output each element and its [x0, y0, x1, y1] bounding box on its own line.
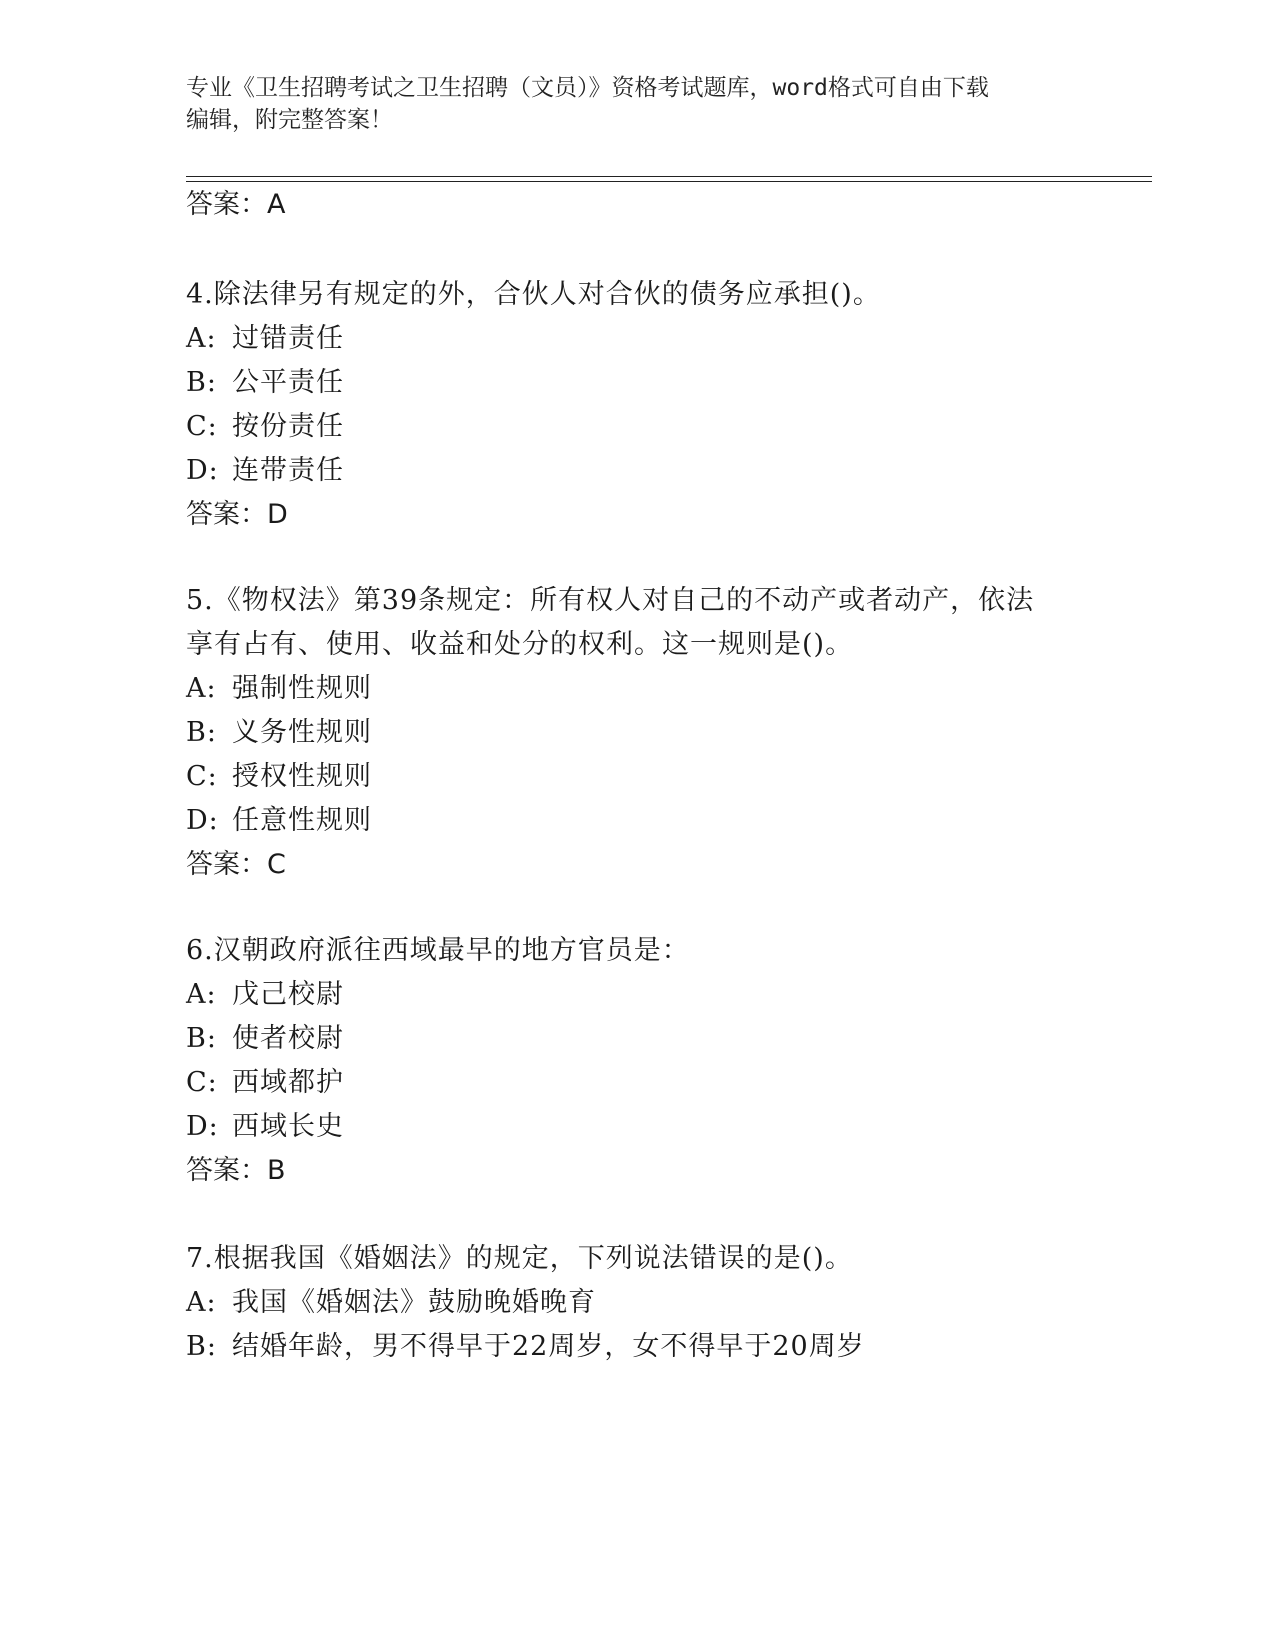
option-label: B:	[186, 1331, 217, 1362]
option-text: 戊己校尉	[232, 979, 344, 1010]
question-4-option-d	[186, 454, 1086, 488]
option-label: A:	[186, 673, 217, 704]
question-4-option-c	[186, 410, 1086, 444]
option-label: D:	[186, 1111, 219, 1142]
answer-q5: 答案：C	[186, 849, 286, 880]
question-5-option-c	[186, 760, 1086, 794]
question-6-option-d	[186, 1110, 1086, 1144]
question-5-stem-line-2: 享有占有、使用、收益和处分的权利。这一规则是()。	[186, 629, 854, 660]
answer-q3: 答案：A	[186, 189, 286, 220]
option-label: A:	[186, 979, 217, 1010]
header-line-2: 编辑，附完整答案！	[186, 107, 393, 133]
question-6-stem: 6.汉朝政府派往西域最早的地方官员是：	[186, 935, 690, 966]
question-6-option-a	[186, 978, 1086, 1012]
question-7-option-b	[186, 1330, 1086, 1364]
question-6-option-b	[186, 1022, 1086, 1056]
answer-q4: 答案：D	[186, 499, 288, 530]
option-label: C:	[186, 411, 218, 442]
option-label: B:	[186, 367, 217, 398]
option-text: 授权性规则	[232, 761, 372, 792]
question-7-stem: 7.根据我国《婚姻法》的规定，下列说法错误的是()。	[186, 1243, 853, 1274]
document-header	[186, 72, 1086, 136]
option-label: B:	[186, 1023, 217, 1054]
option-label: C:	[186, 761, 218, 792]
option-text: 任意性规则	[232, 805, 372, 836]
option-text: 西域长史	[232, 1111, 344, 1142]
question-7-option-a	[186, 1286, 1086, 1320]
option-text: 义务性规则	[232, 717, 372, 748]
header-divider-top	[186, 176, 1152, 177]
option-text: 过错责任	[232, 323, 344, 354]
answer-q6: 答案：B	[186, 1155, 286, 1186]
option-text: 连带责任	[232, 455, 344, 486]
option-text: 我国《婚姻法》鼓励晚婚晚育	[232, 1287, 596, 1318]
question-4-stem: 4.除法律另有规定的外，合伙人对合伙的债务应承担()。	[186, 279, 881, 310]
question-4-option-b	[186, 366, 1086, 400]
option-label: A:	[186, 1287, 217, 1318]
option-text: 结婚年龄，男不得早于22周岁，女不得早于20周岁	[232, 1331, 865, 1362]
header-line-1: 专业《卫生招聘考试之卫生招聘（文员）》资格考试题库，word格式可自由下载	[186, 75, 989, 101]
option-label: D:	[186, 805, 219, 836]
option-label: C:	[186, 1067, 218, 1098]
option-text: 使者校尉	[232, 1023, 344, 1054]
question-5-option-b	[186, 716, 1086, 750]
option-label: D:	[186, 455, 219, 486]
question-5-option-d	[186, 804, 1086, 838]
option-text: 按份责任	[232, 411, 344, 442]
option-label: A:	[186, 323, 217, 354]
question-5-stem-line-1: 5.《物权法》第39条规定：所有权人对自己的不动产或者动产，依法	[186, 585, 1035, 616]
option-text: 西域都护	[232, 1067, 344, 1098]
question-6-option-c	[186, 1066, 1086, 1100]
option-label: B:	[186, 717, 217, 748]
option-text: 公平责任	[232, 367, 344, 398]
question-5-option-a	[186, 672, 1086, 706]
option-text: 强制性规则	[232, 673, 372, 704]
header-divider-bottom	[186, 181, 1152, 182]
question-4-option-a	[186, 322, 1086, 356]
